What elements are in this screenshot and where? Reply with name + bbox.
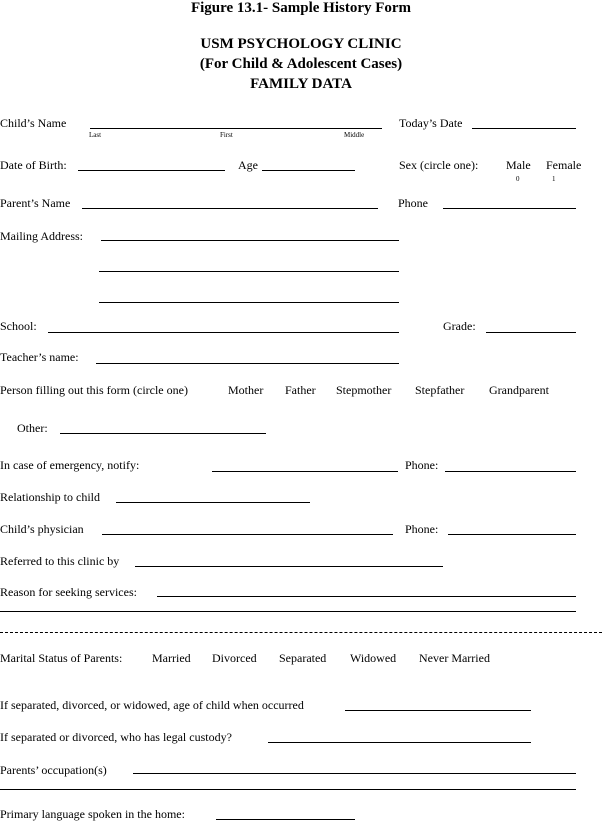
section-title: FAMILY DATA bbox=[250, 76, 352, 92]
reason-label: Reason for seeking services: bbox=[0, 585, 137, 599]
school-field[interactable] bbox=[48, 332, 399, 333]
section-divider bbox=[0, 632, 602, 633]
option-married[interactable]: Married bbox=[152, 651, 191, 665]
todays-date-label: Today’s Date bbox=[399, 116, 463, 130]
relationship-field[interactable] bbox=[116, 502, 310, 503]
custody-field[interactable] bbox=[268, 742, 531, 743]
mailing-address-line-1[interactable] bbox=[101, 240, 399, 241]
parent-name-field[interactable] bbox=[82, 208, 378, 209]
male-code: 0 bbox=[516, 175, 520, 183]
other-field[interactable] bbox=[60, 433, 266, 434]
phone-label: Phone bbox=[398, 196, 428, 210]
physician-label: Child’s physician bbox=[0, 522, 84, 536]
person-filling-label: Person filling out this form (circle one) bbox=[0, 383, 188, 397]
todays-date-field[interactable] bbox=[472, 128, 576, 129]
reason-field-line-1[interactable] bbox=[157, 596, 576, 597]
middle-name-hint: Middle bbox=[344, 131, 365, 139]
occupation-label: Parents’ occupation(s) bbox=[0, 763, 107, 777]
teacher-label: Teacher’s name: bbox=[0, 350, 79, 364]
age-when-occurred-field[interactable] bbox=[345, 710, 531, 711]
age-field[interactable] bbox=[262, 170, 355, 171]
figure-title: Figure 13.1- Sample History Form bbox=[190, 0, 412, 16]
mailing-address-line-3[interactable] bbox=[99, 302, 399, 303]
option-father[interactable]: Father bbox=[285, 383, 316, 397]
grade-label: Grade: bbox=[443, 319, 476, 333]
option-stepmother[interactable]: Stepmother bbox=[336, 383, 392, 397]
grade-field[interactable] bbox=[486, 332, 576, 333]
sex-option-female[interactable]: Female bbox=[546, 158, 582, 172]
last-name-hint: Last bbox=[89, 131, 102, 139]
child-name-field[interactable] bbox=[90, 128, 382, 129]
school-label: School: bbox=[0, 319, 37, 333]
teacher-field[interactable] bbox=[96, 363, 399, 364]
age-when-occurred-label: If separated, divorced, or widowed, age of child when occurred bbox=[0, 698, 304, 712]
option-separated[interactable]: Separated bbox=[279, 651, 327, 665]
emergency-field[interactable] bbox=[212, 471, 398, 472]
child-name-label: Child’s Name bbox=[0, 116, 67, 130]
sex-option-male[interactable]: Male bbox=[506, 158, 531, 172]
emergency-phone-field[interactable] bbox=[445, 471, 576, 472]
option-grandparent[interactable]: Grandparent bbox=[489, 383, 549, 397]
physician-phone-label: Phone: bbox=[405, 522, 439, 536]
occupation-field-line-2[interactable] bbox=[0, 789, 576, 790]
referred-label: Referred to this clinic by bbox=[0, 554, 120, 568]
marital-status-label: Marital Status of Parents: bbox=[0, 651, 123, 665]
sex-label: Sex (circle one): bbox=[399, 158, 479, 172]
emergency-phone-label: Phone: bbox=[405, 458, 439, 472]
option-stepfather[interactable]: Stepfather bbox=[415, 383, 465, 397]
option-divorced[interactable]: Divorced bbox=[212, 651, 257, 665]
option-never-married[interactable]: Never Married bbox=[419, 651, 490, 665]
reason-field-line-2[interactable] bbox=[0, 611, 576, 612]
phone-field[interactable] bbox=[443, 208, 576, 209]
custody-label: If separated or divorced, who has legal custody? bbox=[0, 730, 232, 744]
dob-field[interactable] bbox=[78, 170, 225, 171]
mailing-address-line-2[interactable] bbox=[99, 271, 399, 272]
occupation-field-line-1[interactable] bbox=[133, 773, 576, 774]
parent-name-label: Parent’s Name bbox=[0, 196, 71, 210]
first-name-hint: First bbox=[220, 131, 233, 139]
mailing-address-label: Mailing Address: bbox=[0, 229, 83, 243]
age-label: Age bbox=[238, 158, 258, 172]
female-code: 1 bbox=[552, 175, 556, 183]
dob-label: Date of Birth: bbox=[0, 158, 67, 172]
form-subtitle: (For Child & Adolescent Cases) bbox=[199, 56, 403, 72]
language-field[interactable] bbox=[216, 819, 355, 820]
clinic-name: USM PSYCHOLOGY CLINIC bbox=[200, 36, 402, 52]
physician-phone-field[interactable] bbox=[448, 534, 576, 535]
emergency-label: In case of emergency, notify: bbox=[0, 458, 140, 472]
option-mother[interactable]: Mother bbox=[228, 383, 264, 397]
relationship-label: Relationship to child bbox=[0, 490, 100, 504]
option-widowed[interactable]: Widowed bbox=[350, 651, 397, 665]
referred-field[interactable] bbox=[135, 566, 443, 567]
language-label: Primary language spoken in the home: bbox=[0, 807, 185, 821]
other-label: Other: bbox=[17, 421, 48, 435]
physician-field[interactable] bbox=[102, 534, 393, 535]
